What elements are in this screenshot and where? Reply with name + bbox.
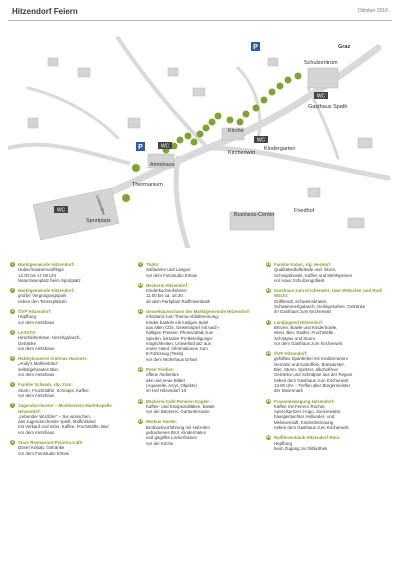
event-marker-19 bbox=[285, 77, 292, 84]
legend-item-line: vor der Bäckerei, Gartenterrasse bbox=[146, 409, 210, 415]
label-thermanium: Thermanium bbox=[132, 182, 163, 188]
road-south bbox=[176, 158, 188, 248]
event-marker-16 bbox=[261, 97, 268, 104]
legend-item-name: Stars Restaurant-Pizzeria-Café: bbox=[18, 440, 84, 446]
legend-number-badge: 6 bbox=[11, 382, 14, 387]
legend-item-line: Naturrasenplatz beim Sportplatz bbox=[18, 277, 81, 283]
legend-item-name: Peter Fiedler: bbox=[146, 367, 175, 373]
legend-item-name: ÖVP Hitzendorf: bbox=[274, 351, 308, 357]
legend-number-badge: 20 bbox=[266, 435, 271, 440]
legend-item-line: der Steiermark bbox=[274, 388, 303, 394]
legend-item-line: alte und neue Bilder bbox=[146, 377, 186, 383]
legend-item-line: Hüpfburg bbox=[274, 440, 293, 446]
legend-item-line: Süßwaren und Langos bbox=[146, 267, 191, 273]
legend-item-line: Hüpfburg bbox=[18, 314, 37, 320]
legend-number-badge: 7 bbox=[11, 403, 14, 408]
legend-item-line: Kinder basteln ein lustiges Spiel bbox=[146, 319, 209, 325]
legend-item bbox=[10, 403, 128, 435]
legend-item-name: Marktgemeinde Hitzendorf: bbox=[18, 288, 75, 294]
event-marker-9 bbox=[203, 125, 210, 132]
legend-item bbox=[266, 435, 392, 451]
legend-item bbox=[138, 262, 256, 278]
label-friedhof: Friedhof bbox=[294, 208, 315, 214]
label-kindergarten: Kindergarten bbox=[264, 146, 296, 152]
building-schule bbox=[308, 68, 338, 88]
legend-item bbox=[10, 309, 128, 325]
legend-item-line: offene Ateliertüre bbox=[146, 372, 180, 378]
label-graz: Graz bbox=[338, 44, 351, 50]
legend-item-line: Wein, Bier, Radler, Fruchtsäfte, bbox=[274, 330, 335, 336]
svg-text:P: P bbox=[138, 144, 143, 151]
label-business-center: Business-Center bbox=[234, 212, 275, 218]
event-marker-7 bbox=[191, 139, 198, 146]
label-sportplatz: Sportplatz bbox=[86, 218, 111, 224]
event-marker-20 bbox=[295, 73, 302, 80]
legend-item-line: vor Haus Schulzengrilliest bbox=[274, 277, 325, 283]
legend-item bbox=[138, 399, 256, 415]
legend-number-badge: 5 bbox=[11, 356, 14, 361]
legend-item-name: LASATA: bbox=[18, 329, 37, 335]
legend-item-line: „Andy's Mühlenbräu" bbox=[18, 361, 59, 367]
legend-number-badge: 15 bbox=[266, 262, 271, 266]
event-marker-14 bbox=[243, 111, 250, 118]
legend-item-name: Familie Kober, vlg. Heckerl: bbox=[274, 262, 332, 267]
legend-item-line: Kinderkuchenfahrten bbox=[146, 288, 187, 294]
page-title: Hitzendorf Feiern bbox=[12, 7, 78, 16]
legend-column-3 bbox=[266, 262, 392, 456]
event-marker-17 bbox=[269, 89, 276, 96]
legend-item-line: Schwammerlgulasch, Geilingssahne, Getränke bbox=[274, 304, 366, 310]
legend-item-line: möglichkeiten, Umweltschutz aus bbox=[146, 340, 211, 346]
legend-item-line: Kaffee mit Ferrero Rocher, bbox=[274, 403, 326, 409]
legend-item-line: neben den Tennisplätzen bbox=[18, 298, 67, 304]
legend-item-line: Hirschleberkäse, Hirschgulasch, bbox=[18, 335, 81, 341]
legend-item bbox=[138, 419, 256, 445]
event-marker-13 bbox=[237, 119, 244, 126]
legend-number-badge: 3 bbox=[11, 309, 14, 314]
legend-item bbox=[266, 288, 392, 314]
legend-item-line: im Gasthaus zum Kirchenwirt bbox=[274, 309, 332, 315]
legend-item-line: mit Verkauf und Infos, Kaffee, Fruchtsäfte, Bier bbox=[18, 424, 109, 430]
legend-item-line: 13.00 Uhr – Treffen aller Bürgermeister bbox=[274, 382, 351, 388]
svg-text:WC: WC bbox=[256, 137, 266, 144]
event-marker-5 bbox=[177, 137, 184, 144]
legend-item-line: Hubschrauberrundflüge bbox=[18, 267, 64, 273]
event-marker-11 bbox=[215, 113, 222, 120]
legend-item-line: gebackenes Brot, Kindermalen bbox=[146, 430, 207, 436]
legend-number-badge: 18 bbox=[266, 351, 271, 356]
page-date: Oktober 2016 bbox=[357, 8, 388, 14]
legend-item-name: Bäckerei Hitzendorf: bbox=[146, 282, 189, 288]
legend-item-line: Aperolspritzer, Hugo, Zuckerwatte, bbox=[274, 409, 342, 415]
legend-number-badge: 8 bbox=[11, 440, 14, 445]
svg-text:P: P bbox=[253, 44, 258, 51]
event-marker-15 bbox=[253, 105, 260, 112]
legend-item-line: Melissensaft, Kinderbetreuung bbox=[274, 419, 334, 425]
legend-item-line: Brotbackvorführung mit Holzofen bbox=[146, 424, 210, 430]
label-gasthaus-spath: Gasthaus Spath bbox=[308, 104, 348, 110]
label-road: Lindenallee bbox=[95, 194, 107, 216]
legend-item-name: Tüdür: bbox=[146, 262, 160, 267]
legend-item-name: Hobbybrauerei Andreas Hammer: bbox=[18, 356, 88, 362]
legend-item-line: ab dem Parkplatz Raiffeisenbank bbox=[146, 298, 211, 304]
legend-item bbox=[266, 399, 392, 431]
legend-item-line: gefülltes Spanferkel mit mediterranem bbox=[274, 356, 348, 362]
legend-item-line: 11.00 bis ca. 16.30 bbox=[146, 293, 183, 299]
legend-item-line: vor dem Amtshaus bbox=[18, 429, 55, 435]
legend-item bbox=[266, 262, 392, 283]
legend-item-line: Gemüse und Kartoffeln, Bratwürstel, bbox=[274, 361, 345, 367]
legend-item-line: vor der Kirche bbox=[146, 440, 174, 446]
legend-number-badge: 4 bbox=[11, 329, 14, 334]
legend-item-line: neben dem Gasthaus zum Kirchenwirt bbox=[274, 425, 349, 431]
legend-item bbox=[10, 440, 128, 456]
legend-item-line: und gegrillte Leckerbissen bbox=[146, 435, 198, 441]
legend-item bbox=[266, 320, 392, 346]
legend-item-line: Döner Kebab, Getränke bbox=[18, 445, 65, 451]
label-kirche: Kirche bbox=[228, 128, 244, 134]
legend-item-line: neben dem Gasthaus zum Kirchenwirt bbox=[274, 377, 349, 383]
legend-item-line: vor dem Fotostudio Elmas bbox=[18, 450, 70, 456]
label-kirchenwirt: Kirchenwirt bbox=[228, 150, 256, 156]
legend-item-line: E-Fahrzeug (Tesla) bbox=[146, 351, 184, 357]
legend-item-line: vor dem Amtshaus bbox=[18, 345, 55, 351]
legend-item-line: (Aquarelle, Acryl, Objekte) bbox=[146, 382, 197, 388]
legend-item-line: großer Vergnügungspark bbox=[18, 293, 67, 299]
legend-item-line: Getränke und Schnäpse aus der Region bbox=[274, 372, 353, 378]
legend-item-name: Raiffeisenbank Hitzendorf-Rein: bbox=[274, 435, 341, 441]
legend-item-name: Umweltausschuss der Marktgemeinde Hitzendorf: bbox=[146, 309, 251, 315]
event-marker-8 bbox=[197, 131, 204, 138]
legend-item-name: Bäckerei-Café-Pension Kogler: bbox=[146, 398, 211, 404]
legend-item-name: Frauenbewegung Hitzendorf: bbox=[274, 398, 335, 404]
legend-item-name: Gasthaus zum Kirchenwirt, Uwe Wölscher und Rudi Wächt: bbox=[274, 288, 383, 299]
legend-number-badge: 19 bbox=[266, 398, 271, 403]
legend-item-name: Landjugend Hitzendorf: bbox=[274, 319, 324, 325]
legend-item-line: haltigen Preisen; Photovoltaik zum bbox=[146, 330, 214, 336]
event-marker-2 bbox=[132, 164, 140, 172]
legend-item-name: Jugendorchester – Musikverein Marktkapelle Hitzendorf: bbox=[18, 403, 112, 414]
legend-item-name: ÖVP Hitzendorf: bbox=[18, 309, 52, 315]
legend-item-line: beim Zugang zur Bibliothek bbox=[274, 445, 328, 451]
label-amtshaus: Amtshaus bbox=[150, 162, 175, 168]
road-west bbox=[8, 145, 128, 163]
legend-item-name: Familie Schwab, vlg. Zum: bbox=[18, 382, 73, 388]
legend-item-line: aus alten CDs, Gewinnspiel mit nach- bbox=[146, 324, 220, 330]
legend-number-badge: 12 bbox=[138, 367, 143, 372]
event-marker-6 bbox=[185, 133, 192, 140]
legend-column-2 bbox=[138, 262, 256, 451]
legend-number-badge: 11 bbox=[138, 309, 143, 314]
legend-item-line: vor dem Amtshaus bbox=[18, 372, 55, 378]
svg-text:WC: WC bbox=[56, 207, 66, 214]
event-marker-12 bbox=[227, 117, 234, 124]
legend-number-badge: 13 bbox=[138, 398, 143, 403]
legend-item-line: im Hof Hitzendorf 10 bbox=[146, 388, 187, 394]
legend-item bbox=[138, 367, 256, 393]
legend-item-line: Qualitätsedelbrände und -likore, bbox=[274, 267, 337, 273]
event-marker-10 bbox=[209, 119, 216, 126]
legend-item-line: vor dem Amtshaus bbox=[18, 392, 55, 398]
legend-item-line: vor dem Amtshaus bbox=[18, 319, 55, 325]
legend-item-name: Marktgemeinde Hitzendorf: bbox=[18, 262, 75, 267]
legend-item-line: das Jugendorchester spielt, Muffinstand bbox=[18, 419, 96, 425]
legend-item-line: Getränke bbox=[18, 340, 37, 346]
legend-number-badge: 17 bbox=[266, 319, 271, 324]
legend-item-line: Brezen, Bowle und Kinderbowle, bbox=[274, 324, 338, 330]
legend-item-line: „Lebender Wuzlzler" – Sie wünschen, bbox=[18, 413, 91, 419]
legend-number-badge: 10 bbox=[138, 282, 143, 287]
legend-column-1 bbox=[10, 262, 128, 461]
legend-item-line: Spielen, lukrative PV-Beteiligungs- bbox=[146, 335, 214, 341]
legend-item bbox=[10, 382, 128, 398]
legend-number-badge: 9 bbox=[139, 262, 142, 266]
legend-number-badge: 14 bbox=[138, 419, 143, 424]
legend-item-line: vor dem Wohnhaus Erhart bbox=[146, 356, 198, 362]
legend-item-line: vor dem Gasthaus zum Kirchenwirt bbox=[274, 340, 343, 346]
event-marker-18 bbox=[277, 83, 284, 90]
legend-item-line: Infostand zum Thema Abfalltrennung; bbox=[146, 314, 219, 320]
legend-item bbox=[10, 288, 128, 304]
page-header bbox=[8, 4, 392, 21]
legend-item-line: Bier, Sturm, Spritzer, alkoholfreie bbox=[274, 367, 338, 373]
legend-item bbox=[138, 283, 256, 304]
legend-item bbox=[10, 262, 128, 283]
legend-item-line: erster Hand, Informationen zum bbox=[146, 346, 208, 352]
legend-item bbox=[266, 351, 392, 393]
legend-item bbox=[10, 356, 128, 377]
event-marker-1 bbox=[122, 194, 130, 202]
legend-item-line: Grillhendl, Schweinsbraten, bbox=[274, 298, 328, 304]
legend-item-line: vor dem Fotostudio Elmas bbox=[146, 272, 198, 278]
legend-item-line: 12.00 bis 17.00 Uhr bbox=[18, 272, 57, 278]
legend-number-badge: 1 bbox=[11, 262, 14, 266]
legend-item bbox=[10, 330, 128, 351]
legend-item-line: selbstgebrautes Bier bbox=[18, 366, 59, 372]
legend-item bbox=[138, 309, 256, 362]
village-map bbox=[8, 28, 392, 248]
legend-number-badge: 16 bbox=[266, 288, 271, 293]
legend-item-line: hausgemachter Hollunder- und bbox=[274, 414, 335, 420]
legend-item-line: Sturm, Fruchtsäfte, Schnaps, Kaffee bbox=[18, 387, 89, 393]
svg-text:WC: WC bbox=[160, 143, 170, 150]
road-local-3 bbox=[28, 88, 118, 138]
legend-item-name: Markus Hasler: bbox=[146, 419, 178, 425]
svg-text:WC: WC bbox=[316, 93, 326, 100]
legend-item-line: Schnapsbowle, Kaffee und Mehlspeisen bbox=[274, 272, 353, 278]
label-schulzentrum: Schulzentrum bbox=[304, 60, 338, 66]
legend-item-line: Schnäpse und Sturm bbox=[274, 335, 316, 341]
legend-number-badge: 2 bbox=[11, 288, 14, 293]
legend-item-line: Kaffee- und Eisspezialitäten, Bowle bbox=[146, 403, 215, 409]
